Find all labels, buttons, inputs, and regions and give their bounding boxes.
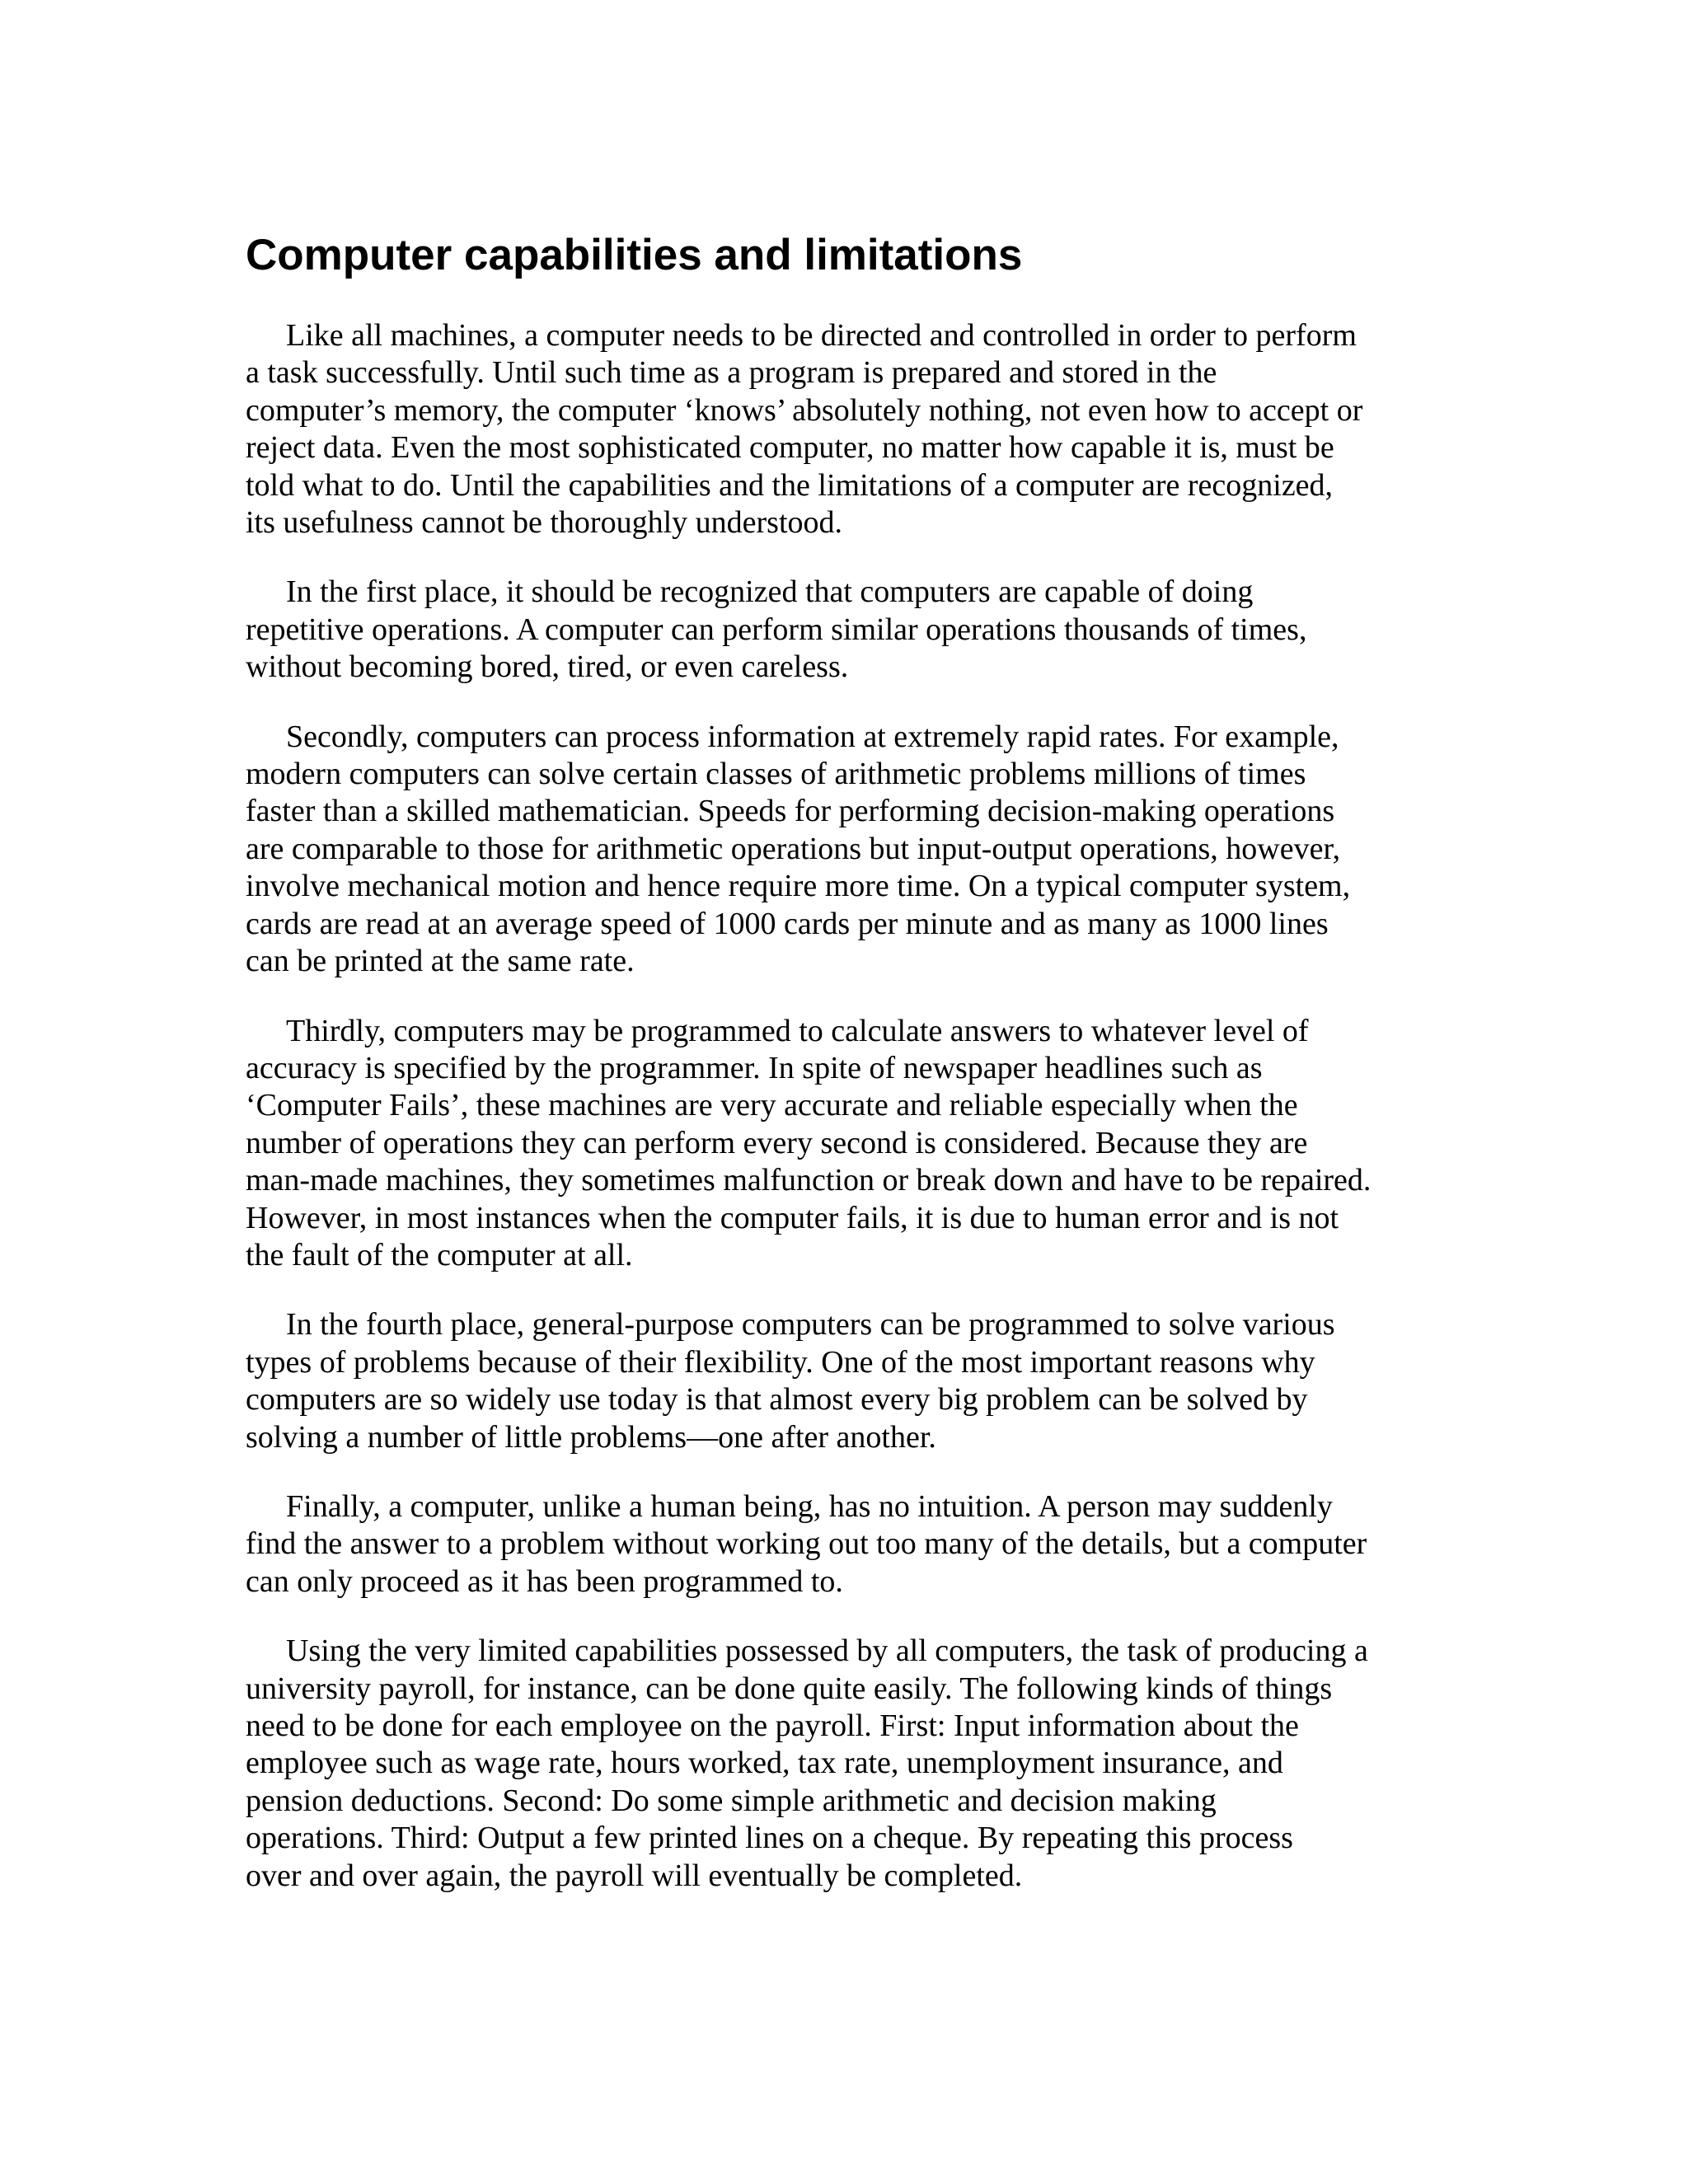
paragraph-line: ‘Computer Fails’, these machines are very accurate and reliable especially when the (246, 1088, 1298, 1123)
document-body (246, 317, 1449, 1927)
paragraph-line: number of operations they can perform every second is considered. Because they are (246, 1125, 1308, 1160)
paragraph-line: man-made machines, they sometimes malfunction or break down and have to be repaired. (246, 1163, 1372, 1198)
paragraph-line: find the answer to a problem without working out too many of the details, but a computer (246, 1526, 1367, 1562)
paragraph-line: repetitive operations. A computer can perform similar operations thousands of times, (246, 612, 1307, 647)
paragraph-line: a task successfully. Until such time as a program is prepared and stored in the (246, 355, 1217, 391)
paragraph-line: the fault of the computer at all. (246, 1237, 633, 1272)
paragraph-line: In the fourth place, general-purpose computers can be programmed to solve various (286, 1307, 1335, 1343)
paragraph-line: involve mechanical motion and hence require more time. On a typical computer system, (246, 869, 1351, 904)
paragraph-line: solving a number of little problems—one after another. (246, 1419, 936, 1455)
paragraph-line: reject data. Even the most sophisticated computer, no matter how capable it is, must be (246, 430, 1334, 466)
paragraph-6 (246, 1488, 1449, 1601)
paragraph-line: pension deductions. Second: Do some simple arithmetic and decision making (246, 1783, 1217, 1818)
paragraph-line: can only proceed as it has been programmed to. (246, 1563, 843, 1599)
paragraph-line: Using the very limited capabilities possessed by all computers, the task of producing a (286, 1633, 1368, 1669)
paragraph-line: In the first place, it should be recognized that computers are capable of doing (286, 574, 1254, 610)
paragraph-7 (246, 1633, 1449, 1895)
paragraph-line: However, in most instances when the computer fails, it is due to human error and is not (246, 1200, 1339, 1235)
paragraph-line: are comparable to those for arithmetic operations but input-output operations, however, (246, 831, 1341, 866)
paragraph-line: computers are so widely use today is that almost every big problem can be solved by (246, 1382, 1308, 1418)
page-title: Computer capabilities and limitations (246, 231, 1023, 279)
paragraph-line: faster than a skilled mathematician. Speeds for performing decision-making operations (246, 794, 1335, 829)
paragraph-3 (246, 719, 1449, 981)
paragraph-4 (246, 1013, 1449, 1275)
paragraph-2 (246, 574, 1449, 686)
paragraph-line: without becoming bored, tired, or even careless. (246, 649, 849, 685)
paragraph-line: its usefulness cannot be thoroughly understood. (246, 505, 843, 541)
paragraph-line: Thirdly, computers may be programmed to calculate answers to whatever level of (286, 1013, 1309, 1048)
paragraph-line: modern computers can solve certain classes of arithmetic problems millions of times (246, 757, 1306, 792)
paragraph-line: computer’s memory, the computer ‘knows’ absolutely nothing, not even how to accept or (246, 392, 1363, 428)
paragraph-line: can be printed at the same rate. (246, 944, 635, 979)
paragraph-line: Secondly, computers can process information at extremely rapid rates. For example, (286, 719, 1339, 754)
paragraph-line: accuracy is specified by the programmer. In spite of newspaper headlines such as (246, 1050, 1263, 1085)
paragraph-line: cards are read at an average speed of 1000 cards per minute and as many as 1000 lines (246, 906, 1329, 941)
paragraph-line: Finally, a computer, unlike a human being, has no intuition. A person may suddenly (286, 1488, 1333, 1524)
paragraph-1 (246, 317, 1449, 541)
paragraph-line: university payroll, for instance, can be done quite easily. The following kinds of things (246, 1671, 1333, 1706)
paragraph-line: employee such as wage rate, hours worked, tax rate, unemployment insurance, and (246, 1746, 1283, 1781)
paragraph-5 (246, 1306, 1449, 1456)
paragraph-line: told what to do. Until the capabilities and the limitations of a computer are recognized, (246, 467, 1334, 503)
paragraph-line: over and over again, the payroll will eventually be completed. (246, 1858, 1023, 1893)
paragraph-line: types of problems because of their flexibility. One of the most important reasons why (246, 1344, 1315, 1380)
paragraph-line: need to be done for each employee on the payroll. First: Input information about the (246, 1708, 1299, 1743)
paragraph-line: operations. Third: Output a few printed lines on a cheque. By repeating this process (246, 1821, 1293, 1856)
paragraph-line: Like all machines, a computer needs to be directed and controlled in order to perform (286, 318, 1357, 353)
